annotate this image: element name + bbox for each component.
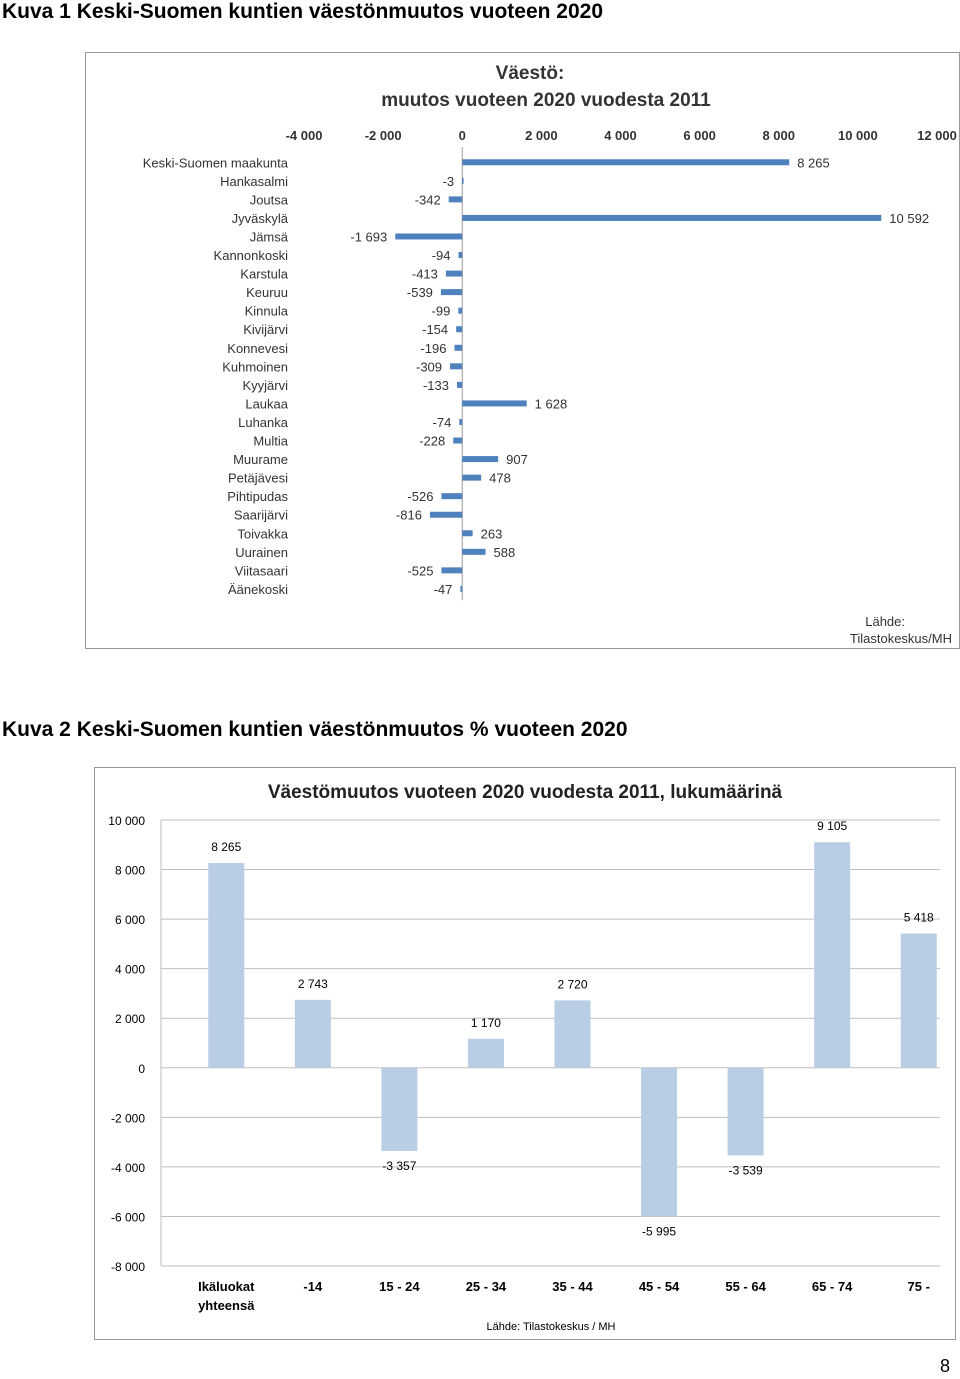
y-tick-label: 6 000: [114, 913, 145, 928]
y-tick-label: -6 000: [110, 1210, 145, 1225]
figure-2-heading: Kuva 2 Keski-Suomen kuntien väestönmuutos % vuoteen 2020: [2, 718, 628, 741]
source-label: Lähde:: [865, 614, 905, 629]
category-label: Multia: [253, 433, 288, 449]
category-label: Petäjävesi: [228, 470, 288, 486]
chart-1-title: Väestö:: [495, 63, 565, 84]
bar: [459, 252, 463, 258]
bar: [446, 271, 462, 277]
y-tick-label: 10 000: [108, 814, 145, 828]
chart-2-svg: [95, 768, 955, 1339]
category-label: 45 - 54: [638, 1279, 680, 1294]
bar: [460, 586, 462, 592]
bar: [462, 475, 481, 481]
value-label: -413: [411, 266, 438, 282]
value-label: 588: [493, 544, 516, 560]
y-tick-label: 0: [138, 1061, 145, 1076]
bar: [454, 345, 462, 351]
bar: [901, 934, 937, 1068]
bar: [456, 326, 462, 332]
category-label: Ikäluokat: [198, 1279, 255, 1294]
value-label: -342: [414, 192, 441, 208]
category-label: Kyyjärvi: [242, 377, 288, 393]
category-label: Laukaa: [245, 396, 288, 412]
value-label: 1 170: [470, 1015, 501, 1030]
category-label: Kannonkoski: [213, 248, 288, 264]
bar: [459, 419, 462, 425]
value-label: 8 265: [797, 155, 830, 171]
bar: [814, 842, 850, 1068]
category-label: Uurainen: [235, 544, 288, 560]
category-label: Hankasalmi: [220, 173, 288, 189]
bar: [641, 1068, 677, 1217]
bar: [449, 196, 463, 202]
category-label: 35 - 44: [552, 1279, 593, 1294]
y-tick-label: -2 000: [110, 1111, 145, 1126]
value-label: 9 105: [817, 819, 848, 834]
chart-1-frame: [85, 52, 960, 649]
category-label: 65 - 74: [811, 1279, 853, 1294]
value-label: -3 539: [728, 1163, 763, 1178]
category-label: 25 - 34: [465, 1279, 507, 1294]
value-label: -3 357: [382, 1158, 417, 1173]
category-label: Keski-Suomen maakunta: [142, 155, 288, 171]
category-label: 15 - 24: [379, 1279, 420, 1294]
figure-1-heading: Kuva 1 Keski-Suomen kuntien väestönmuutos vuoteen 2020: [2, 0, 604, 23]
category-label: Jyväskylä: [231, 210, 288, 226]
value-label: -99: [431, 303, 451, 319]
value-label: 1 628: [534, 396, 568, 412]
category-label: Konnevesi: [227, 340, 288, 356]
bar: [462, 178, 464, 184]
category-label: 55 - 64: [725, 1279, 766, 1294]
value-label: 478: [489, 470, 511, 486]
category-label: Äänekoski: [228, 581, 288, 597]
bar: [430, 512, 462, 518]
category-label: Kinnula: [244, 303, 288, 319]
value-label: 907: [506, 452, 528, 468]
y-tick-label: -8 000: [110, 1260, 145, 1274]
bar: [728, 1068, 764, 1156]
bar: [462, 215, 881, 221]
bar: [381, 1068, 417, 1151]
bar: [462, 549, 485, 555]
category-label: Pihtipudas: [227, 489, 288, 505]
source-label: Lähde: Tilastokeskus / MH: [486, 1321, 616, 1333]
x-tick-label: 6 000: [683, 128, 716, 143]
value-label: 8 265: [211, 839, 242, 854]
category-label: 75 -: [907, 1279, 930, 1294]
source-label-line2: Tilastokeskus/MH: [849, 631, 952, 646]
value-label: 5 418: [903, 910, 934, 925]
category-label: Muurame: [233, 452, 288, 468]
x-tick-label: 10 000: [837, 128, 878, 143]
value-label: -228: [419, 433, 446, 449]
bar: [462, 456, 498, 462]
bar: [453, 438, 462, 444]
bar: [441, 493, 462, 499]
bar: [462, 159, 789, 165]
category-label: -14: [303, 1279, 323, 1294]
bar: [458, 308, 462, 314]
x-tick-label: -2 000: [364, 128, 402, 143]
chart-1-svg: [86, 53, 959, 648]
x-tick-label: 0: [458, 128, 466, 143]
bar: [395, 233, 462, 239]
bar: [441, 289, 462, 295]
category-label: Jämsä: [249, 229, 288, 245]
value-label: -309: [415, 359, 443, 375]
category-label: Kivijärvi: [243, 322, 288, 338]
value-label: -74: [432, 414, 452, 430]
value-label: 2 720: [557, 977, 588, 992]
value-label: 263: [480, 526, 503, 542]
bar: [441, 567, 462, 573]
value-label: -526: [407, 489, 434, 505]
value-label: 10 592: [889, 210, 930, 226]
value-label: -47: [433, 581, 453, 597]
x-tick-label: 8 000: [762, 128, 796, 143]
category-label: Keuruu: [246, 285, 288, 301]
category-label: Karstula: [240, 266, 288, 282]
category-label: Kuhmoinen: [222, 359, 288, 375]
bar: [208, 863, 244, 1068]
x-tick-label: 2 000: [525, 128, 558, 143]
category-label: Saarijärvi: [233, 507, 288, 523]
bar: [457, 382, 462, 388]
value-label: -133: [422, 377, 449, 393]
x-tick-label: 4 000: [604, 128, 637, 143]
category-label: Viitasaari: [234, 563, 288, 579]
chart-2-title: Väestömuutos vuoteen 2020 vuodesta 2011, lukumäärinä: [267, 782, 783, 803]
x-tick-label: 12 000: [917, 128, 957, 143]
chart-1-subtitle: muutos vuoteen 2020 vuodesta 2011: [381, 90, 711, 111]
y-tick-label: 2 000: [114, 1012, 145, 1027]
value-label: -3: [442, 173, 455, 189]
category-label: Luhanka: [238, 414, 288, 430]
bar: [462, 400, 526, 406]
value-label: -525: [407, 563, 434, 579]
value-label: -539: [406, 285, 433, 301]
category-label: yhteensä: [198, 1298, 255, 1313]
bar: [450, 363, 462, 369]
bar: [468, 1039, 504, 1068]
value-label: -196: [420, 340, 447, 356]
x-tick-label: -4 000: [285, 128, 323, 143]
value-label: -94: [431, 248, 451, 264]
value-label: -816: [395, 507, 422, 523]
value-label: -1 693: [350, 229, 388, 245]
category-label: Toivakka: [237, 526, 288, 542]
y-tick-label: 4 000: [114, 962, 145, 977]
bar: [462, 530, 472, 536]
value-label: 2 743: [297, 976, 328, 991]
bar: [555, 1000, 591, 1067]
category-label: Joutsa: [249, 192, 288, 208]
value-label: -5 995: [642, 1224, 677, 1239]
bar: [295, 1000, 331, 1068]
chart-2-frame: [94, 767, 956, 1340]
y-tick-label: 8 000: [114, 863, 145, 878]
y-tick-label: -4 000: [110, 1160, 145, 1175]
value-label: -154: [422, 322, 449, 338]
page-number: 8: [940, 1356, 951, 1376]
